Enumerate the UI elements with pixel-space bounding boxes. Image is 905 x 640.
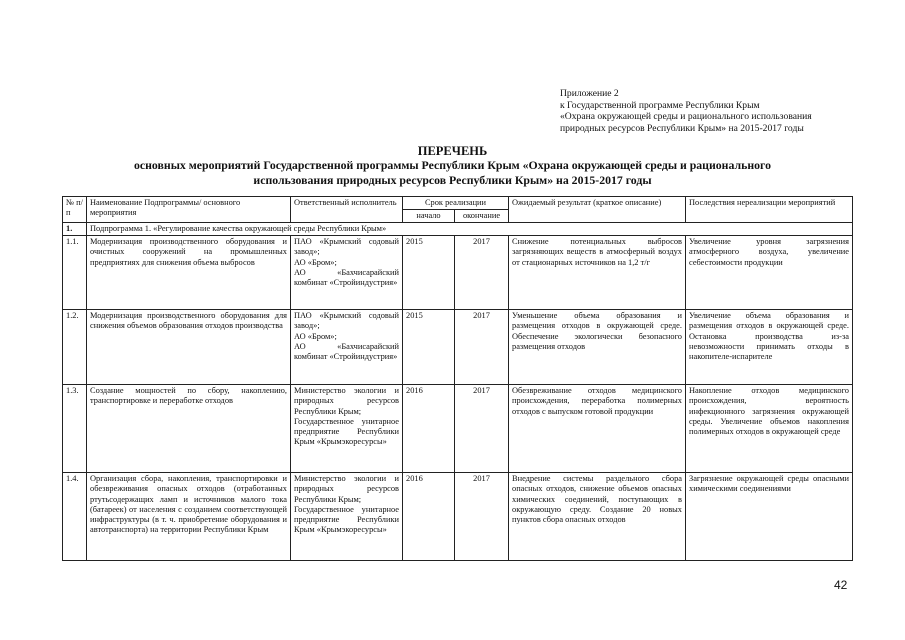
row-start: 2015 [403, 236, 455, 310]
row-name: Модернизация производственного оборудования для снижения объемов образования отходов производства [87, 310, 291, 385]
row-name: Создание мощностей по сбору, накоплению, транспортировке и переработке отходов [87, 385, 291, 473]
appendix-line: природных ресурсов Республики Крым» на 2015-2017 годы [560, 122, 804, 134]
header-consequences: Последствия нереализации мероприятий [686, 197, 853, 223]
row-start: 2016 [403, 385, 455, 473]
appendix-line: «Охрана окружающей среды и рационального использования [560, 111, 812, 123]
row-num: 1.1. [63, 236, 87, 310]
responsible-org: АО «Бахчисарайский комбинат «Стройиндустрия» [294, 341, 399, 362]
section-row [63, 223, 853, 236]
row-name: Организация сбора, накопления, транспортировки и обезвреживания опасных отходов (отработанных ртутьсодержащих ламп и источников малого тока (батареек) от населения с созданием соответствующей инфраструктуры (в т. ч. приобретение оборудования и автотранспорта) на территории Республики Крым [87, 473, 291, 561]
header-responsible: Ответственный исполнитель [291, 197, 403, 223]
header-num: № п/п [63, 197, 87, 223]
document-title: ПЕРЕЧЕНЬ [417, 144, 488, 158]
row-name: Модернизация производственного оборудования и очистных сооружений на промышленных предприятиях для снижения объема выбросов [87, 236, 291, 310]
header-result: Ожидаемый результат (краткое описание) [509, 197, 686, 223]
document-subtitle [100, 158, 805, 187]
header-start: начало [403, 210, 455, 223]
responsible-org: Министерство экологии и природных ресурсов Республики Крым; [294, 386, 399, 416]
responsible-org: Государственное унитарное предприятие Республики Крым «Крымэкоресурсы» [294, 504, 399, 535]
page-number: 42 [834, 578, 848, 592]
row-num: 1.4. [63, 473, 87, 561]
section-num: 1. [63, 223, 87, 236]
row-responsible [291, 385, 403, 473]
row-result: Уменьшение объема образования и размещения отходов в окружающей среде. Обеспечение экологически безопасного размещения отходов [509, 310, 686, 385]
row-responsible [291, 310, 403, 385]
header-end: окончание [455, 210, 509, 223]
responsible-org: АО «Бром»; [294, 331, 337, 341]
row-result: Обезвреживание отходов медицинского происхождения, переработка полимерных отходов с выпуском готовой продукции [509, 385, 686, 473]
appendix-note [560, 88, 860, 134]
row-num: 1.2. [63, 310, 87, 385]
responsible-org: ПАО «Крымский содовый завод»; [294, 237, 399, 257]
row-consequences: Накопление отходов медицинского происхождения, вероятность инфекционного загрязнения окружающей среды. Увеличение объемов накопления полимерных отходов в окружающей среде [686, 385, 853, 473]
table-row [63, 236, 853, 310]
row-end: 2017 [455, 473, 509, 561]
subtitle-line: использования природных ресурсов Республики Крым» на 2015-2017 годы [253, 172, 652, 187]
row-num: 1.3. [63, 385, 87, 473]
subtitle-line: основных мероприятий Государственной программы Республики Крым «Охрана окружающей среды и рационального [133, 158, 771, 172]
row-consequences: Увеличение объема образования и размещения отходов в окружающей среде. Остановка производства из-за невозможности принимать отходы в накопителе-испарителе [686, 310, 853, 385]
row-result: Снижение потенциальных выбросов загрязняющих веществ в атмосферный воздух от стационарных источников на 1,2 т/г [509, 236, 686, 310]
header-term: Срок реализации [403, 197, 509, 210]
row-start: 2016 [403, 473, 455, 561]
row-consequences: Увеличение уровня загрязнения атмосферного воздуха, увеличение себестоимости продукции [686, 236, 853, 310]
appendix-line: Приложение 2 [560, 88, 619, 99]
row-responsible [291, 236, 403, 310]
header-name: Наименование Подпрограммы/ основного мероприятия [87, 197, 291, 223]
table-row [63, 385, 853, 473]
row-result: Внедрение системы раздельного сбора опасных отходов, снижение объемов опасных химических соединений, поступающих в окружающую среду. Создание 20 новых пунктов сбора опасных отходов [509, 473, 686, 561]
measures-table [62, 196, 853, 561]
header-row [63, 197, 853, 210]
responsible-org: АО «Бахчисарайский комбинат «Стройиндустрия» [294, 267, 399, 288]
table-row [63, 473, 853, 561]
responsible-org: Государственное унитарное предприятие Республики Крым «Крымэкоресурсы» [294, 416, 399, 447]
section-title: Подпрограмма 1. «Регулирование качества окружающей среды Республики Крым» [87, 223, 853, 236]
row-start: 2015 [403, 310, 455, 385]
row-responsible [291, 473, 403, 561]
responsible-org: Министерство экологии и природных ресурсов Республики Крым; [294, 474, 399, 504]
row-end: 2017 [455, 385, 509, 473]
row-end: 2017 [455, 236, 509, 310]
row-end: 2017 [455, 310, 509, 385]
table-row [63, 310, 853, 385]
appendix-line: к Государственной программе Республики Крым [560, 99, 760, 111]
responsible-org: ПАО «Крымский содовый завод»; [294, 311, 399, 331]
responsible-org: АО «Бром»; [294, 257, 337, 267]
row-consequences: Загрязнение окружающей среды опасными химическими соединениями [686, 473, 853, 561]
